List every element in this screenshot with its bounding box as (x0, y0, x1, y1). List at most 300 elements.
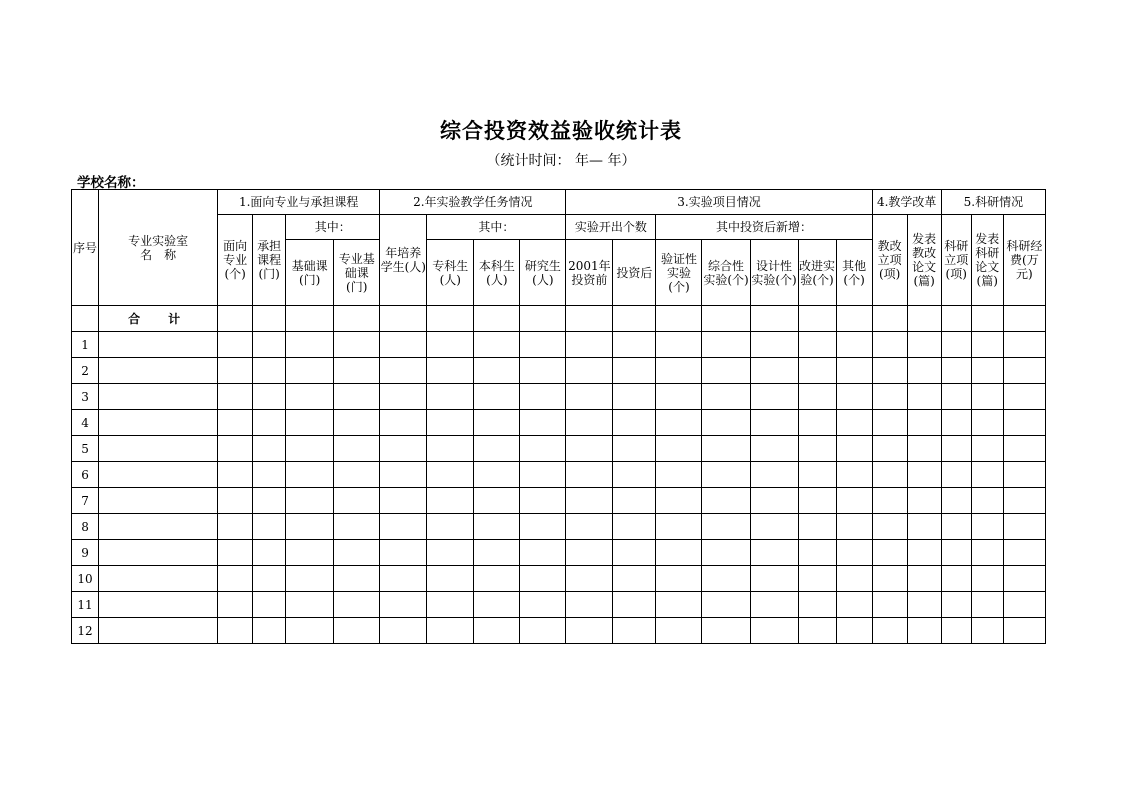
lab-name-cell[interactable] (99, 592, 218, 618)
data-cell[interactable] (427, 436, 474, 462)
data-cell[interactable] (286, 488, 334, 514)
data-cell[interactable] (613, 462, 656, 488)
data-cell[interactable] (427, 592, 474, 618)
data-cell[interactable] (907, 566, 941, 592)
data-cell[interactable] (1003, 488, 1045, 514)
table-row (72, 462, 1046, 488)
lab-name-cell[interactable] (99, 384, 218, 410)
data-cell[interactable] (836, 618, 872, 644)
data-cell[interactable] (798, 618, 836, 644)
data-cell[interactable] (427, 462, 474, 488)
data-cell[interactable] (253, 436, 286, 462)
data-cell[interactable] (218, 462, 253, 488)
data-cell[interactable] (474, 540, 520, 566)
data-cell[interactable] (334, 436, 380, 462)
data-cell[interactable] (656, 358, 702, 384)
data-cell[interactable] (702, 332, 750, 358)
table-row (72, 332, 1046, 358)
lab-name-cell[interactable] (99, 462, 218, 488)
data-cell[interactable] (218, 566, 253, 592)
data-cell[interactable] (872, 566, 907, 592)
data-cell[interactable] (941, 566, 971, 592)
data-cell[interactable] (218, 410, 253, 436)
data-cell[interactable] (253, 384, 286, 410)
lab-name-cell[interactable] (99, 410, 218, 436)
data-cell[interactable] (334, 540, 380, 566)
data-cell[interactable] (971, 462, 1003, 488)
data-cell[interactable] (798, 488, 836, 514)
lab-name-cell[interactable] (99, 332, 218, 358)
data-cell[interactable] (520, 540, 566, 566)
data-cell[interactable] (702, 618, 750, 644)
data-cell[interactable] (907, 540, 941, 566)
header-other: 其他(个) (836, 240, 872, 306)
data-cell[interactable] (971, 436, 1003, 462)
data-cell[interactable] (566, 436, 613, 462)
data-cell[interactable] (836, 410, 872, 436)
data-cell[interactable] (286, 436, 334, 462)
data-cell[interactable] (798, 384, 836, 410)
data-cell[interactable] (750, 306, 798, 332)
data-cell[interactable] (656, 514, 702, 540)
data-cell[interactable] (520, 566, 566, 592)
data-cell[interactable] (286, 358, 334, 384)
data-cell[interactable] (613, 384, 656, 410)
data-cell[interactable] (334, 358, 380, 384)
data-cell[interactable] (872, 488, 907, 514)
data-cell[interactable] (218, 358, 253, 384)
data-cell[interactable] (798, 436, 836, 462)
data-cell[interactable] (566, 592, 613, 618)
data-cell[interactable] (218, 332, 253, 358)
lab-name-cell[interactable] (99, 514, 218, 540)
data-cell[interactable] (941, 592, 971, 618)
data-cell[interactable] (566, 384, 613, 410)
data-cell[interactable] (218, 514, 253, 540)
data-cell[interactable] (872, 410, 907, 436)
data-cell[interactable] (613, 358, 656, 384)
data-cell[interactable] (613, 566, 656, 592)
data-cell[interactable] (218, 618, 253, 644)
data-cell[interactable] (286, 462, 334, 488)
data-cell[interactable] (474, 410, 520, 436)
data-cell[interactable] (613, 332, 656, 358)
data-cell[interactable] (334, 592, 380, 618)
data-cell[interactable] (971, 358, 1003, 384)
data-cell[interactable] (613, 514, 656, 540)
data-cell[interactable] (702, 540, 750, 566)
header-new-after-invest: 其中投资后新增： (656, 215, 872, 240)
data-cell[interactable] (941, 514, 971, 540)
data-cell[interactable] (474, 618, 520, 644)
data-cell[interactable] (427, 488, 474, 514)
data-cell[interactable] (702, 462, 750, 488)
data-cell[interactable] (750, 514, 798, 540)
data-cell[interactable] (971, 384, 1003, 410)
data-cell[interactable] (474, 306, 520, 332)
data-cell[interactable] (286, 592, 334, 618)
data-cell[interactable] (836, 566, 872, 592)
header-seq: 序号 (72, 190, 99, 306)
data-cell[interactable] (1003, 384, 1045, 410)
data-cell[interactable] (798, 514, 836, 540)
data-cell[interactable] (798, 592, 836, 618)
data-cell[interactable] (334, 514, 380, 540)
data-cell[interactable] (798, 306, 836, 332)
data-cell[interactable] (656, 592, 702, 618)
data-cell[interactable] (520, 488, 566, 514)
data-cell[interactable] (253, 306, 286, 332)
school-name-label: 学校名称： (77, 175, 145, 191)
data-cell[interactable] (334, 462, 380, 488)
data-cell[interactable] (427, 618, 474, 644)
data-cell[interactable] (613, 618, 656, 644)
data-cell[interactable] (286, 410, 334, 436)
data-cell[interactable] (907, 410, 941, 436)
data-cell[interactable] (1003, 618, 1045, 644)
data-cell[interactable] (334, 410, 380, 436)
row-number: 1 (72, 332, 99, 358)
data-cell[interactable] (941, 462, 971, 488)
data-cell[interactable] (474, 514, 520, 540)
data-cell[interactable] (253, 462, 286, 488)
data-cell[interactable] (427, 514, 474, 540)
data-cell[interactable] (613, 540, 656, 566)
data-cell[interactable] (286, 566, 334, 592)
data-cell[interactable] (872, 436, 907, 462)
lab-name-cell[interactable] (99, 566, 218, 592)
data-cell[interactable] (971, 514, 1003, 540)
data-cell[interactable] (836, 358, 872, 384)
data-cell[interactable] (798, 566, 836, 592)
lab-name-cell[interactable] (99, 358, 218, 384)
data-cell[interactable] (218, 306, 253, 332)
data-cell[interactable] (702, 488, 750, 514)
data-cell[interactable] (253, 618, 286, 644)
data-cell[interactable] (656, 462, 702, 488)
data-cell[interactable] (253, 540, 286, 566)
data-cell[interactable] (566, 618, 613, 644)
data-cell[interactable] (380, 618, 427, 644)
data-cell[interactable] (474, 462, 520, 488)
data-cell[interactable] (566, 462, 613, 488)
header-research-funds: 科研经费(万元) (1003, 215, 1045, 306)
data-cell[interactable] (380, 566, 427, 592)
data-cell[interactable] (750, 462, 798, 488)
data-cell[interactable] (798, 462, 836, 488)
data-cell[interactable] (872, 540, 907, 566)
total-label: 合 计 (99, 306, 218, 332)
data-cell[interactable] (656, 384, 702, 410)
data-cell[interactable] (702, 436, 750, 462)
data-cell[interactable] (380, 306, 427, 332)
data-cell[interactable] (872, 332, 907, 358)
data-cell[interactable] (971, 540, 1003, 566)
data-cell[interactable] (1003, 514, 1045, 540)
data-cell[interactable] (656, 488, 702, 514)
data-cell[interactable] (474, 358, 520, 384)
data-cell[interactable] (1003, 410, 1045, 436)
data-cell[interactable] (380, 332, 427, 358)
data-cell[interactable] (218, 488, 253, 514)
data-cell[interactable] (334, 332, 380, 358)
data-cell[interactable] (613, 488, 656, 514)
data-cell[interactable] (286, 514, 334, 540)
data-cell[interactable] (971, 618, 1003, 644)
data-cell[interactable] (253, 488, 286, 514)
data-cell[interactable] (750, 410, 798, 436)
data-cell[interactable] (286, 384, 334, 410)
data-cell[interactable] (1003, 436, 1045, 462)
data-cell[interactable] (907, 592, 941, 618)
data-cell[interactable] (702, 566, 750, 592)
data-cell[interactable] (941, 358, 971, 384)
data-cell[interactable] (380, 540, 427, 566)
lab-name-cell[interactable] (99, 540, 218, 566)
data-cell[interactable] (971, 332, 1003, 358)
data-cell[interactable] (941, 332, 971, 358)
data-cell[interactable] (427, 306, 474, 332)
data-cell[interactable] (613, 410, 656, 436)
data-cell[interactable] (566, 306, 613, 332)
data-cell[interactable] (907, 436, 941, 462)
data-cell[interactable] (941, 384, 971, 410)
data-cell[interactable] (656, 332, 702, 358)
data-cell[interactable] (474, 566, 520, 592)
data-cell[interactable] (941, 488, 971, 514)
data-cell[interactable] (1003, 332, 1045, 358)
data-cell[interactable] (253, 358, 286, 384)
data-cell[interactable] (872, 618, 907, 644)
data-cell[interactable] (253, 566, 286, 592)
data-cell[interactable] (1003, 592, 1045, 618)
data-cell[interactable] (566, 566, 613, 592)
data-cell[interactable] (872, 592, 907, 618)
data-cell[interactable] (750, 358, 798, 384)
header-before-2001: 2001年投资前 (566, 240, 613, 306)
data-cell[interactable] (566, 488, 613, 514)
data-cell[interactable] (656, 436, 702, 462)
data-cell[interactable] (750, 618, 798, 644)
data-cell[interactable] (872, 306, 907, 332)
data-cell[interactable] (520, 358, 566, 384)
data-cell[interactable] (941, 436, 971, 462)
data-cell[interactable] (253, 410, 286, 436)
row-number: 7 (72, 488, 99, 514)
data-cell[interactable] (474, 332, 520, 358)
data-cell[interactable] (253, 332, 286, 358)
data-cell[interactable] (907, 332, 941, 358)
data-cell[interactable] (520, 592, 566, 618)
data-cell[interactable] (836, 592, 872, 618)
data-cell[interactable] (798, 332, 836, 358)
row-number: 11 (72, 592, 99, 618)
data-cell[interactable] (474, 488, 520, 514)
data-cell[interactable] (1003, 566, 1045, 592)
data-cell[interactable] (520, 306, 566, 332)
data-cell[interactable] (218, 384, 253, 410)
header-group-experiments: 3.实验项目情况 (566, 190, 872, 215)
data-cell[interactable] (941, 618, 971, 644)
data-cell[interactable] (750, 488, 798, 514)
lab-name-cell[interactable] (99, 618, 218, 644)
data-cell[interactable] (1003, 462, 1045, 488)
data-cell[interactable] (750, 332, 798, 358)
data-cell[interactable] (750, 592, 798, 618)
data-cell[interactable] (836, 384, 872, 410)
data-cell[interactable] (334, 618, 380, 644)
data-cell[interactable] (750, 436, 798, 462)
data-cell[interactable] (334, 306, 380, 332)
data-cell[interactable] (836, 540, 872, 566)
data-cell[interactable] (566, 332, 613, 358)
data-cell[interactable] (380, 488, 427, 514)
data-cell[interactable] (286, 618, 334, 644)
data-cell[interactable] (971, 566, 1003, 592)
data-cell[interactable] (613, 436, 656, 462)
data-cell[interactable] (702, 306, 750, 332)
data-cell[interactable] (971, 306, 1003, 332)
data-cell[interactable] (520, 436, 566, 462)
data-cell[interactable] (907, 306, 941, 332)
data-cell[interactable] (872, 384, 907, 410)
data-cell[interactable] (253, 514, 286, 540)
data-cell[interactable] (656, 618, 702, 644)
data-cell[interactable] (613, 592, 656, 618)
table-row (72, 436, 1046, 462)
data-cell[interactable] (941, 410, 971, 436)
data-cell[interactable] (427, 410, 474, 436)
data-cell[interactable] (520, 514, 566, 540)
data-cell[interactable] (427, 566, 474, 592)
data-cell[interactable] (798, 540, 836, 566)
row-number (72, 306, 99, 332)
data-cell[interactable] (702, 592, 750, 618)
data-cell[interactable] (380, 358, 427, 384)
data-cell[interactable] (520, 618, 566, 644)
data-cell[interactable] (1003, 306, 1045, 332)
data-cell[interactable] (218, 436, 253, 462)
data-cell[interactable] (656, 540, 702, 566)
data-cell[interactable] (218, 592, 253, 618)
data-cell[interactable] (334, 566, 380, 592)
data-cell[interactable] (566, 540, 613, 566)
data-cell[interactable] (907, 462, 941, 488)
row-number: 2 (72, 358, 99, 384)
data-cell[interactable] (380, 384, 427, 410)
data-cell[interactable] (907, 514, 941, 540)
data-cell[interactable] (907, 384, 941, 410)
data-cell[interactable] (971, 592, 1003, 618)
header-group-teaching: 2.年实验教学任务情况 (380, 190, 566, 215)
data-cell[interactable] (334, 488, 380, 514)
data-cell[interactable] (971, 410, 1003, 436)
data-cell[interactable] (941, 540, 971, 566)
data-cell[interactable] (702, 410, 750, 436)
data-cell[interactable] (520, 384, 566, 410)
data-cell[interactable] (872, 358, 907, 384)
data-cell[interactable] (1003, 358, 1045, 384)
data-cell[interactable] (836, 436, 872, 462)
header-group-research: 5.科研情况 (941, 190, 1045, 215)
data-cell[interactable] (750, 566, 798, 592)
data-cell[interactable] (656, 306, 702, 332)
data-cell[interactable] (520, 410, 566, 436)
data-cell[interactable] (750, 384, 798, 410)
data-cell[interactable] (566, 358, 613, 384)
data-cell[interactable] (750, 540, 798, 566)
data-cell[interactable] (427, 332, 474, 358)
data-cell[interactable] (656, 410, 702, 436)
data-cell[interactable] (380, 592, 427, 618)
data-cell[interactable] (798, 358, 836, 384)
data-cell[interactable] (702, 384, 750, 410)
data-cell[interactable] (702, 514, 750, 540)
data-cell[interactable] (380, 410, 427, 436)
data-cell[interactable] (380, 514, 427, 540)
row-number: 5 (72, 436, 99, 462)
table-row (72, 358, 1046, 384)
data-cell[interactable] (836, 332, 872, 358)
header-improved-exp: 改进实验(个) (798, 240, 836, 306)
data-cell[interactable] (836, 514, 872, 540)
data-cell[interactable] (836, 488, 872, 514)
data-cell[interactable] (380, 436, 427, 462)
row-number: 4 (72, 410, 99, 436)
data-cell[interactable] (798, 410, 836, 436)
header-of-which-students: 其中： (427, 215, 566, 240)
data-cell[interactable] (702, 358, 750, 384)
header-group-courses: 1.面向专业与承担课程 (218, 190, 380, 215)
data-cell[interactable] (427, 540, 474, 566)
row-number: 8 (72, 514, 99, 540)
data-cell[interactable] (286, 306, 334, 332)
data-cell[interactable] (907, 618, 941, 644)
data-cell[interactable] (566, 514, 613, 540)
data-cell[interactable] (1003, 540, 1045, 566)
data-cell[interactable] (907, 358, 941, 384)
data-cell[interactable] (872, 514, 907, 540)
lab-name-cell[interactable] (99, 488, 218, 514)
data-cell[interactable] (286, 540, 334, 566)
data-cell[interactable] (941, 306, 971, 332)
data-cell[interactable] (836, 462, 872, 488)
data-cell[interactable] (520, 332, 566, 358)
data-cell[interactable] (656, 566, 702, 592)
data-cell[interactable] (907, 488, 941, 514)
lab-name-cell[interactable] (99, 436, 218, 462)
data-cell[interactable] (253, 592, 286, 618)
data-cell[interactable] (474, 384, 520, 410)
data-cell[interactable] (286, 332, 334, 358)
data-cell[interactable] (971, 488, 1003, 514)
data-cell[interactable] (520, 462, 566, 488)
data-cell[interactable] (872, 462, 907, 488)
row-number: 12 (72, 618, 99, 644)
data-cell[interactable] (566, 410, 613, 436)
data-cell[interactable] (474, 436, 520, 462)
table-row (72, 488, 1046, 514)
data-cell[interactable] (218, 540, 253, 566)
data-cell[interactable] (613, 306, 656, 332)
data-cell[interactable] (836, 306, 872, 332)
data-cell[interactable] (427, 358, 474, 384)
data-cell[interactable] (380, 462, 427, 488)
data-cell[interactable] (427, 384, 474, 410)
data-cell[interactable] (474, 592, 520, 618)
header-research-papers: 发表科研论文(篇) (971, 215, 1003, 306)
data-cell[interactable] (334, 384, 380, 410)
